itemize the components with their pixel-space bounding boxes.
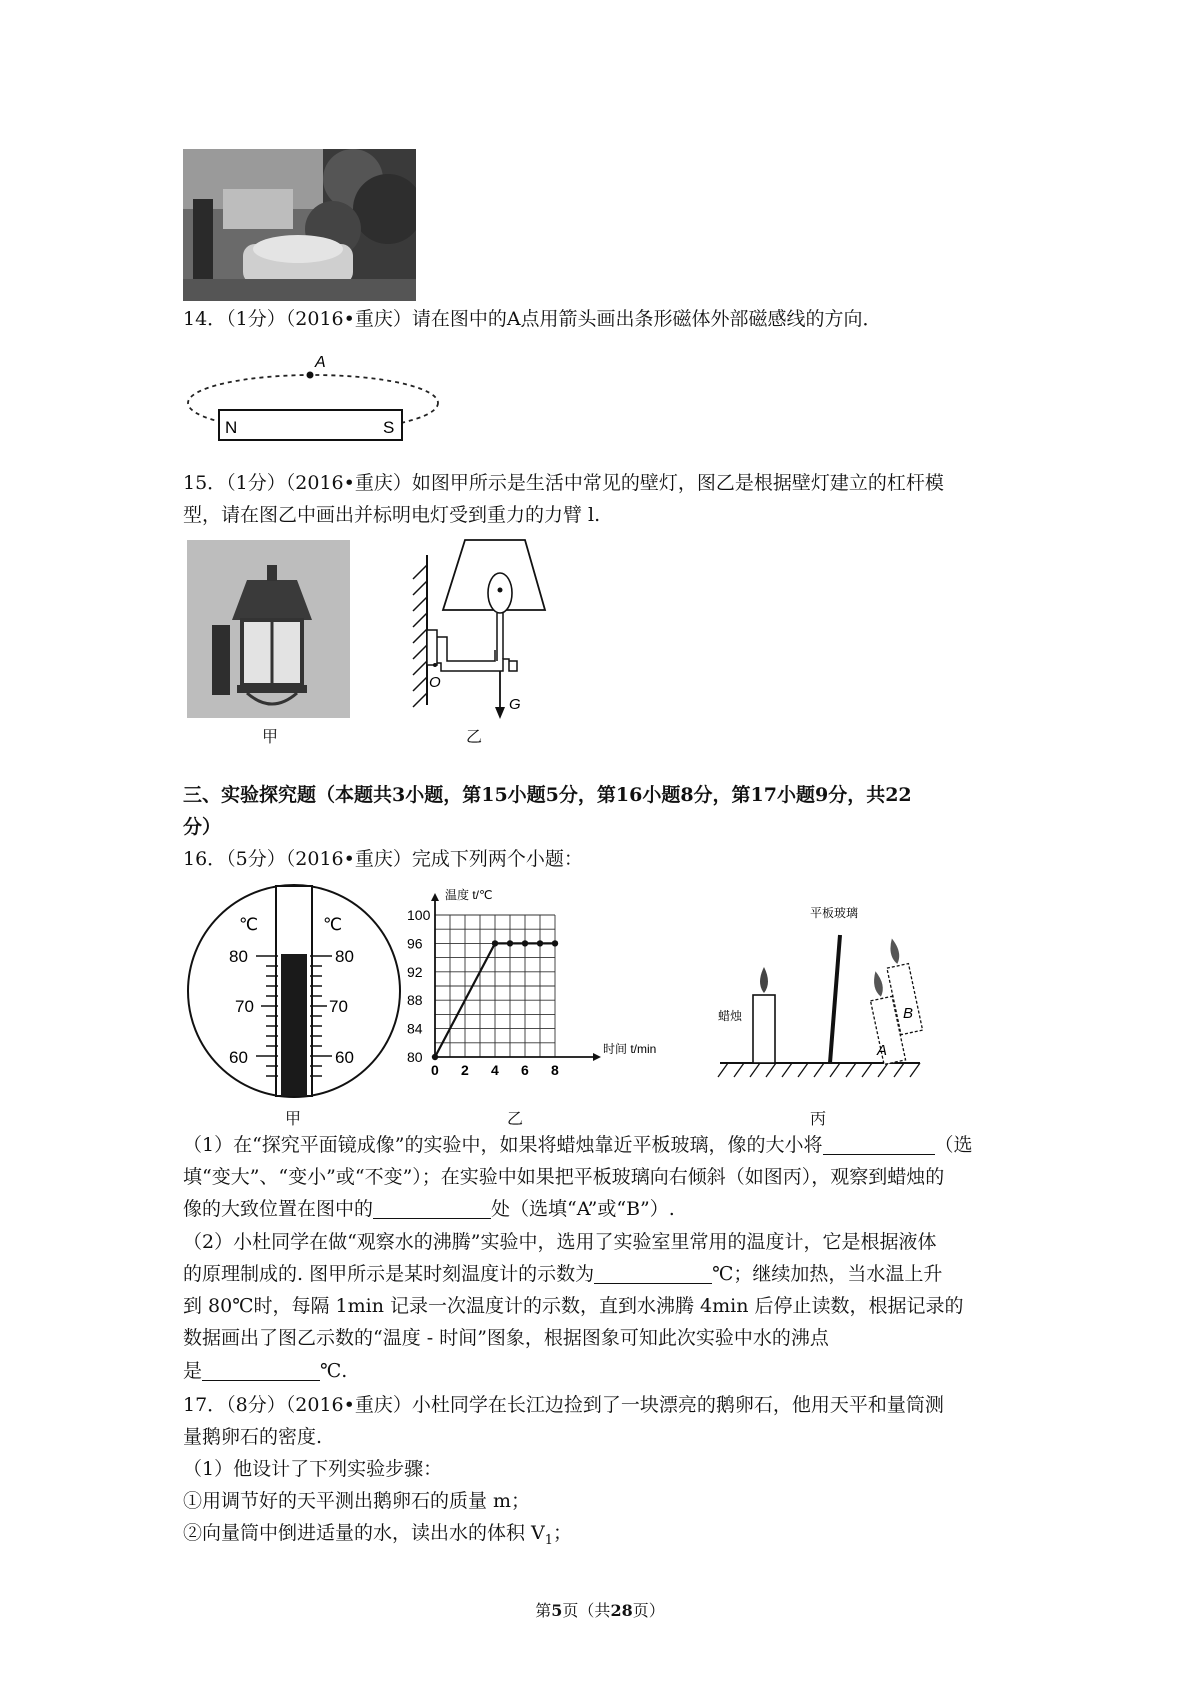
data-point [552,940,558,946]
q16-p2-l5-a: 是 [183,1360,203,1382]
q16-p2-line1: （2）小杜同学在做“观察水的沸腾”实验中，选用了实验室里常用的温度计，它是根据液体 [183,1231,937,1253]
q17-step-intro: （1）他设计了下列实验步骤： [183,1458,443,1480]
pos-b-label: B [903,1005,914,1022]
pos-a-label: A [877,1042,888,1059]
tick-60-right: 60 [335,1048,354,1067]
footer-mid: 页（共 [562,1601,611,1620]
fig-bing-label: 丙 [810,1109,827,1128]
footer-pre: 第 [535,1601,552,1620]
y-tick-label: 92 [407,963,423,980]
data-point [507,940,513,946]
q16-p2-l5-b: ℃. [320,1360,348,1382]
y-tick-label: 96 [407,935,423,952]
point-o-label: O [429,674,441,691]
footer-page-number: 5 [551,1601,563,1620]
point-a-dot [307,372,314,379]
q16-p2-line2 [183,1259,942,1290]
data-point [492,940,498,946]
label-jia: 甲 [262,727,279,746]
q15-line1: 15．（1分）（2016•重庆）如图甲所示是生活中常见的壁灯，图乙是根据壁灯建立的杠杆模 [183,472,944,494]
footer-total-pages: 28 [610,1601,633,1620]
q16-p1-l1-a: （1）在“探究平面镜成像”的实验中，如果将蜡烛靠近平板玻璃，像的大小将 [183,1134,823,1156]
q16-p1-line3 [183,1194,675,1225]
magnet-figure [183,350,453,455]
bulb [488,573,512,613]
tick-70-left: 70 [235,997,254,1016]
point-a-label: A [315,354,326,371]
q17-line2: 量鹅卵石的密度. [183,1426,323,1448]
label-yi: 乙 [466,727,483,746]
temperature-chart [405,885,695,1095]
x-tick-label: 8 [551,1062,559,1078]
x-tick-label: 0 [431,1062,439,1078]
x-tick-label: 4 [491,1062,499,1078]
q17-step2-sub: 1 [544,1532,554,1548]
force-g-label: G [509,696,521,713]
bar-magnet [219,410,402,440]
unit-left: ℃ [239,915,259,934]
street-photo [183,149,416,301]
mercury-column [281,954,307,1096]
q16-p2-line5 [183,1356,347,1387]
section3-line1: 三、实验探究题（本题共3小题，第15小题5分，第16小题8分，第17小题9分，共22 [183,784,912,806]
q16-p2-l2-b: ℃；继续加热，当水温上升 [712,1263,943,1285]
x-tick-label: 2 [461,1062,469,1078]
answer-blank-1[interactable] [823,1132,935,1155]
footer-post: 页） [632,1601,665,1620]
answer-blank-4[interactable] [202,1358,320,1381]
y-tick-label: 80 [407,1049,423,1065]
q16-intro: 16．（5分）（2016•重庆）完成下列两个小题： [183,848,583,870]
pole-s-label: S [383,418,395,437]
tick-70-right: 70 [329,997,348,1016]
q16-p1-l3-b: 处（选填“A”或“B”）. [491,1198,675,1220]
q16-p1-l1-b: （选 [934,1134,973,1156]
q17-line1: 17．（8分）（2016•重庆）小杜同学在长江边捡到了一块漂亮的鹅卵石，他用天平和量筒测 [183,1394,944,1416]
pole-n-label: N [225,418,238,437]
q15-line2: 型，请在图乙中画出并标明电灯受到重力的力臂 l. [183,504,601,526]
tick-80-right: 80 [335,947,354,966]
fig-jia-label: 甲 [285,1109,302,1128]
plane-mirror-figure [710,895,945,1095]
glass-plate [830,935,840,1063]
q16-p1-line2: 填“变大”、“变小”或“不变”）；在实验中如果把平板玻璃向右倾斜（如图丙），观察到蜡烛的 [183,1166,945,1188]
data-point [537,940,543,946]
answer-blank-3[interactable] [594,1261,712,1284]
y-axis-arrow [431,893,439,901]
q16-p1-l3-a: 像的大致位置在图中的 [183,1198,374,1220]
chart-xlabel: 时间 t/min [603,1042,657,1056]
page-footer [0,1598,1200,1621]
y-tick-label: 84 [407,1020,423,1037]
q16-p2-line3: 到 80℃时，每隔 1min 记录一次温度计的示数，直到水沸腾 4min 后停止读数，根据记录的 [183,1295,964,1317]
tick-80-left: 80 [229,947,248,966]
y-tick-label: 100 [407,907,431,923]
lever-model-figure [405,535,590,735]
q17-step2-b: ； [553,1522,573,1544]
q16-p2-l2-a: 的原理制成的. 图甲所示是某时刻温度计的示数为 [183,1263,595,1285]
glass-label: 平板玻璃 [810,906,859,920]
q17-step2 [183,1518,572,1556]
section3-line2: 分） [183,816,222,838]
answer-blank-2[interactable] [373,1196,491,1219]
x-tick-label: 6 [521,1062,529,1078]
fig-yi-label: 乙 [507,1109,524,1128]
real-candle [753,995,775,1063]
q16-p2-line4: 数据画出了图乙示数的“温度 - 时间”图象，根据图象可知此次实验中水的沸点 [183,1327,829,1349]
unit-right: ℃ [323,915,343,934]
tick-60-left: 60 [229,1048,248,1067]
q16-p1-line1 [183,1130,973,1161]
chart-ylabel: 温度 t/℃ [445,888,493,902]
q17-step1: ①用调节好的天平测出鹅卵石的质量 m； [183,1490,531,1512]
q14-text: 14．（1分）（2016•重庆）请在图中的A点用箭头画出条形磁体外部磁感线的方向． [183,308,882,330]
data-point [522,940,528,946]
thermometer-figure [183,880,405,1102]
data-point [432,1054,438,1060]
q17-step2-a: ②向量筒中倒进适量的水，读出水的体积 V [183,1522,545,1544]
x-axis-arrow [593,1053,601,1061]
y-tick-label: 88 [407,992,423,1009]
candle-label: 蜡烛 [718,1009,743,1023]
wall-lamp-photo [187,540,350,718]
